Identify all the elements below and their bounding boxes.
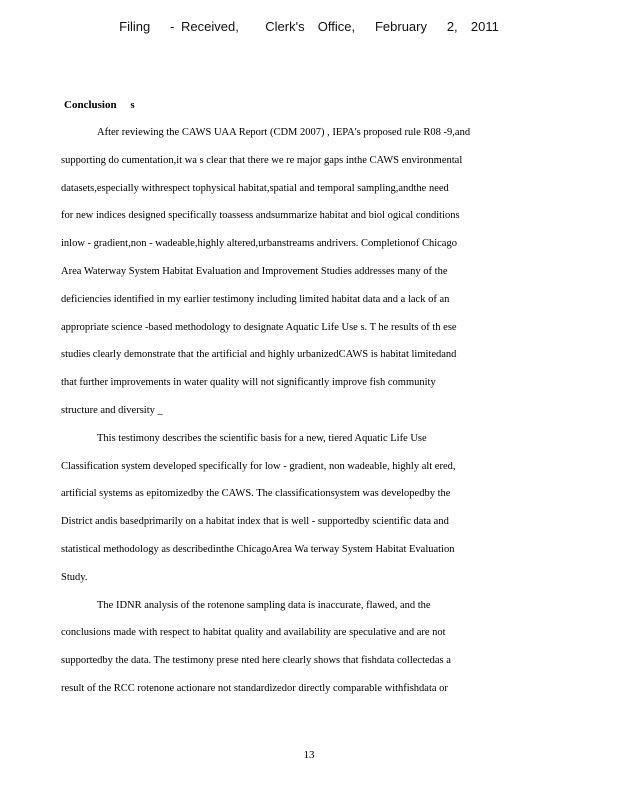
- text-line: supportedby the data. The testimony prese nted here clearly shows that fishdata collectedas a: [61, 655, 451, 667]
- text-line: for new indices designed specifically toassess andsummarize habitat and biol ogical conditions: [61, 210, 460, 222]
- paragraph-first-line: The IDNR analysis of the rotenone sampling data is inaccurate, flawed, and the: [97, 599, 431, 611]
- text-line: studies clearly demonstrate that the artificial and highly urbanizedCAWS is habitat limitedand: [61, 349, 457, 361]
- text-line: appropriate science -based methodology to designate Aquatic Life Use s. T he results of th ese: [61, 321, 457, 333]
- text-line: statistical methodology as describedinthe ChicagoArea Wa terway System Habitat Evaluation: [61, 544, 455, 555]
- text-line: result of the RCC rotenone actionare not standardizedor directly comparable withfishdata or: [61, 683, 448, 694]
- paragraph-first-line: After reviewing the CAWS UAA Report (CDM 2007) , IEPA's proposed rule R08 -9,and: [97, 127, 471, 138]
- text-line: Classification system developed specifically for low - gradient, non wadeable, highly alt ered,: [61, 460, 456, 472]
- text-line: District andis basedprimarily on a habitat index that is well - supportedby scientific data and: [61, 516, 449, 528]
- text-line: conclusions made with respect to habitat quality and availability are speculative and are not: [61, 627, 446, 639]
- text-line: inlow - gradient,non - wadeable,highly altered,urbanstreams andrivers. Completionof Chicago: [61, 238, 457, 250]
- text-line: datasets,especially withrespect tophysical habitat,spatial and temporal sampling,andthe need: [61, 182, 449, 194]
- filing-header: Filing - Received, Clerk's Office, February 2, 2011: [119, 19, 499, 34]
- paragraph-first-line: This testimony describes the scientific basis for a new, tiered Aquatic Life Use: [97, 432, 427, 444]
- text-line: Area Waterway System Habitat Evaluation and Improvement Studies addresses many of the: [61, 266, 448, 277]
- text-line: artificial systems as epitomizedby the CAWS. The classificationsystem was developedby the: [61, 488, 451, 500]
- text-line: supporting do cumentation,it wa s clear that there we re major gaps inthe CAWS environmental: [61, 154, 463, 166]
- text-line: Study.: [61, 571, 88, 583]
- text-line: that further improvements in water quality will not significantly improve fish community: [61, 377, 436, 389]
- text-line: structure and diversity _: [61, 405, 163, 416]
- text-line: deficiencies identified in my earlier testimony including limited habitat data and a lack of an: [61, 293, 450, 305]
- page-number: 13: [303, 749, 315, 761]
- section-heading: Conclusion s: [64, 99, 135, 111]
